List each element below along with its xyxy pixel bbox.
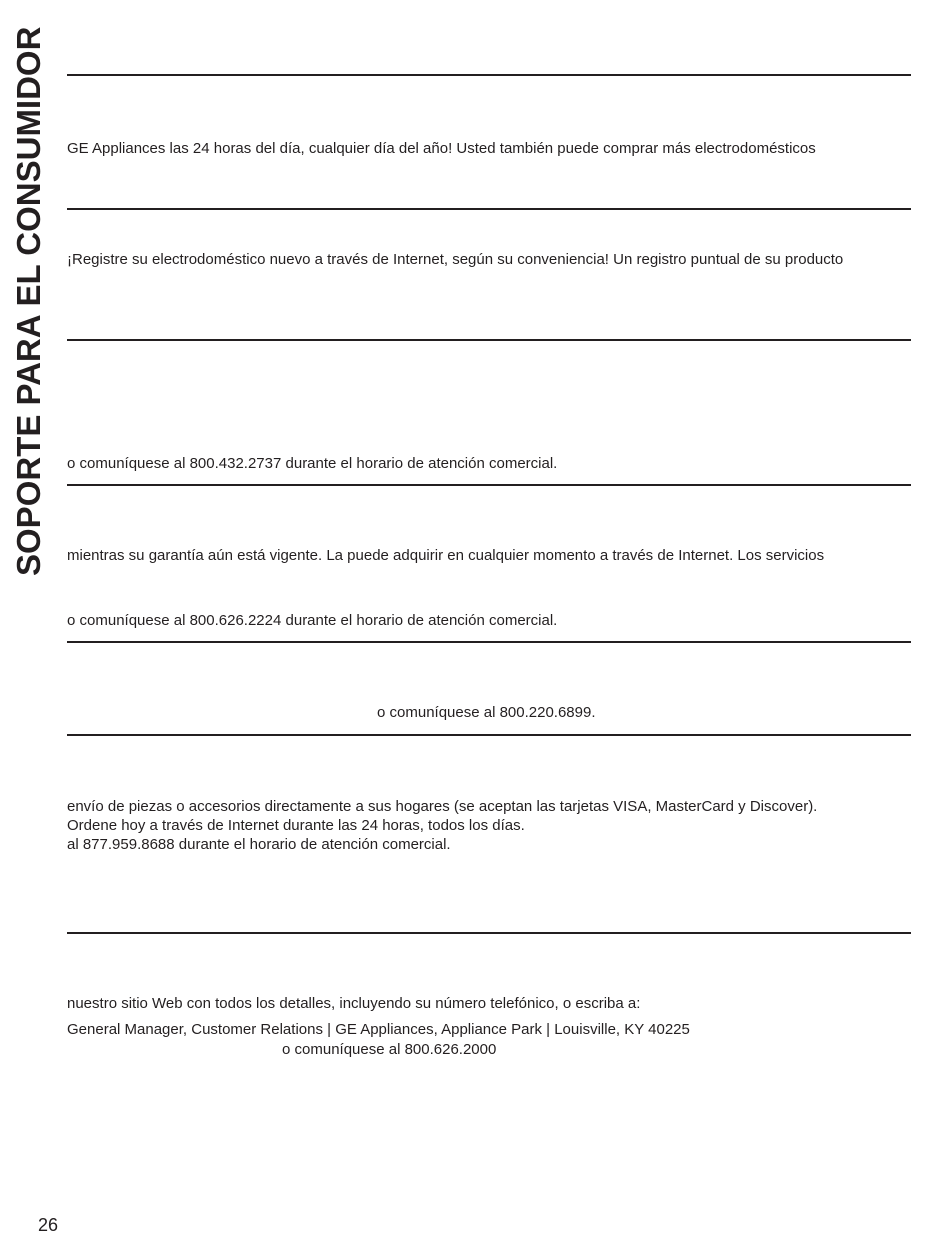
divider-7	[67, 932, 911, 934]
section-7-phone: o comuníquese al 800.626.2000	[282, 1041, 497, 1058]
section-6-phone: al 877.959.8688 durante el horario de atención comercial.	[67, 836, 451, 853]
section-5-phone: o comuníquese al 800.220.6899.	[377, 704, 596, 721]
divider-4	[67, 484, 911, 486]
divider-3	[67, 339, 911, 341]
section-7-text: nuestro sitio Web con todos los detalles, incluyendo su número telefónico, o escriba a:	[67, 995, 641, 1012]
divider-2	[67, 208, 911, 210]
divider-5	[67, 641, 911, 643]
side-title: SOPORTE PARA EL CONSUMIDOR	[10, 26, 47, 576]
section-4-text: mientras su garantía aún está vigente. La puede adquirir en cualquier momento a través de Internet. Los servicios	[67, 547, 825, 564]
divider-6	[67, 734, 911, 736]
page-number: 26	[38, 1215, 59, 1235]
divider-1	[67, 74, 911, 76]
section-2-text: ¡Registre su electrodoméstico nuevo a través de Internet, según su conveniencia! Un registro puntual de su producto	[67, 251, 844, 268]
section-3-text: o comuníquese al 800.432.2737 durante el horario de atención comercial.	[67, 455, 558, 472]
section-7-address: General Manager, Customer Relations | GE Appliances, Appliance Park | Louisville, KY 40225	[67, 1021, 690, 1038]
section-1-text: GE Appliances las 24 horas del día, cualquier día del año! Usted también puede comprar más electrodomésticos	[67, 140, 816, 157]
section-6-order-text: Ordene hoy a través de Internet durante las 24 horas, todos los días.	[67, 817, 525, 834]
section-4-phone: o comuníquese al 800.626.2224 durante el horario de atención comercial.	[67, 612, 558, 629]
section-6-text: envío de piezas o accesorios directamente a sus hogares (se aceptan las tarjetas VISA, MasterCard y Discover).	[67, 798, 818, 815]
